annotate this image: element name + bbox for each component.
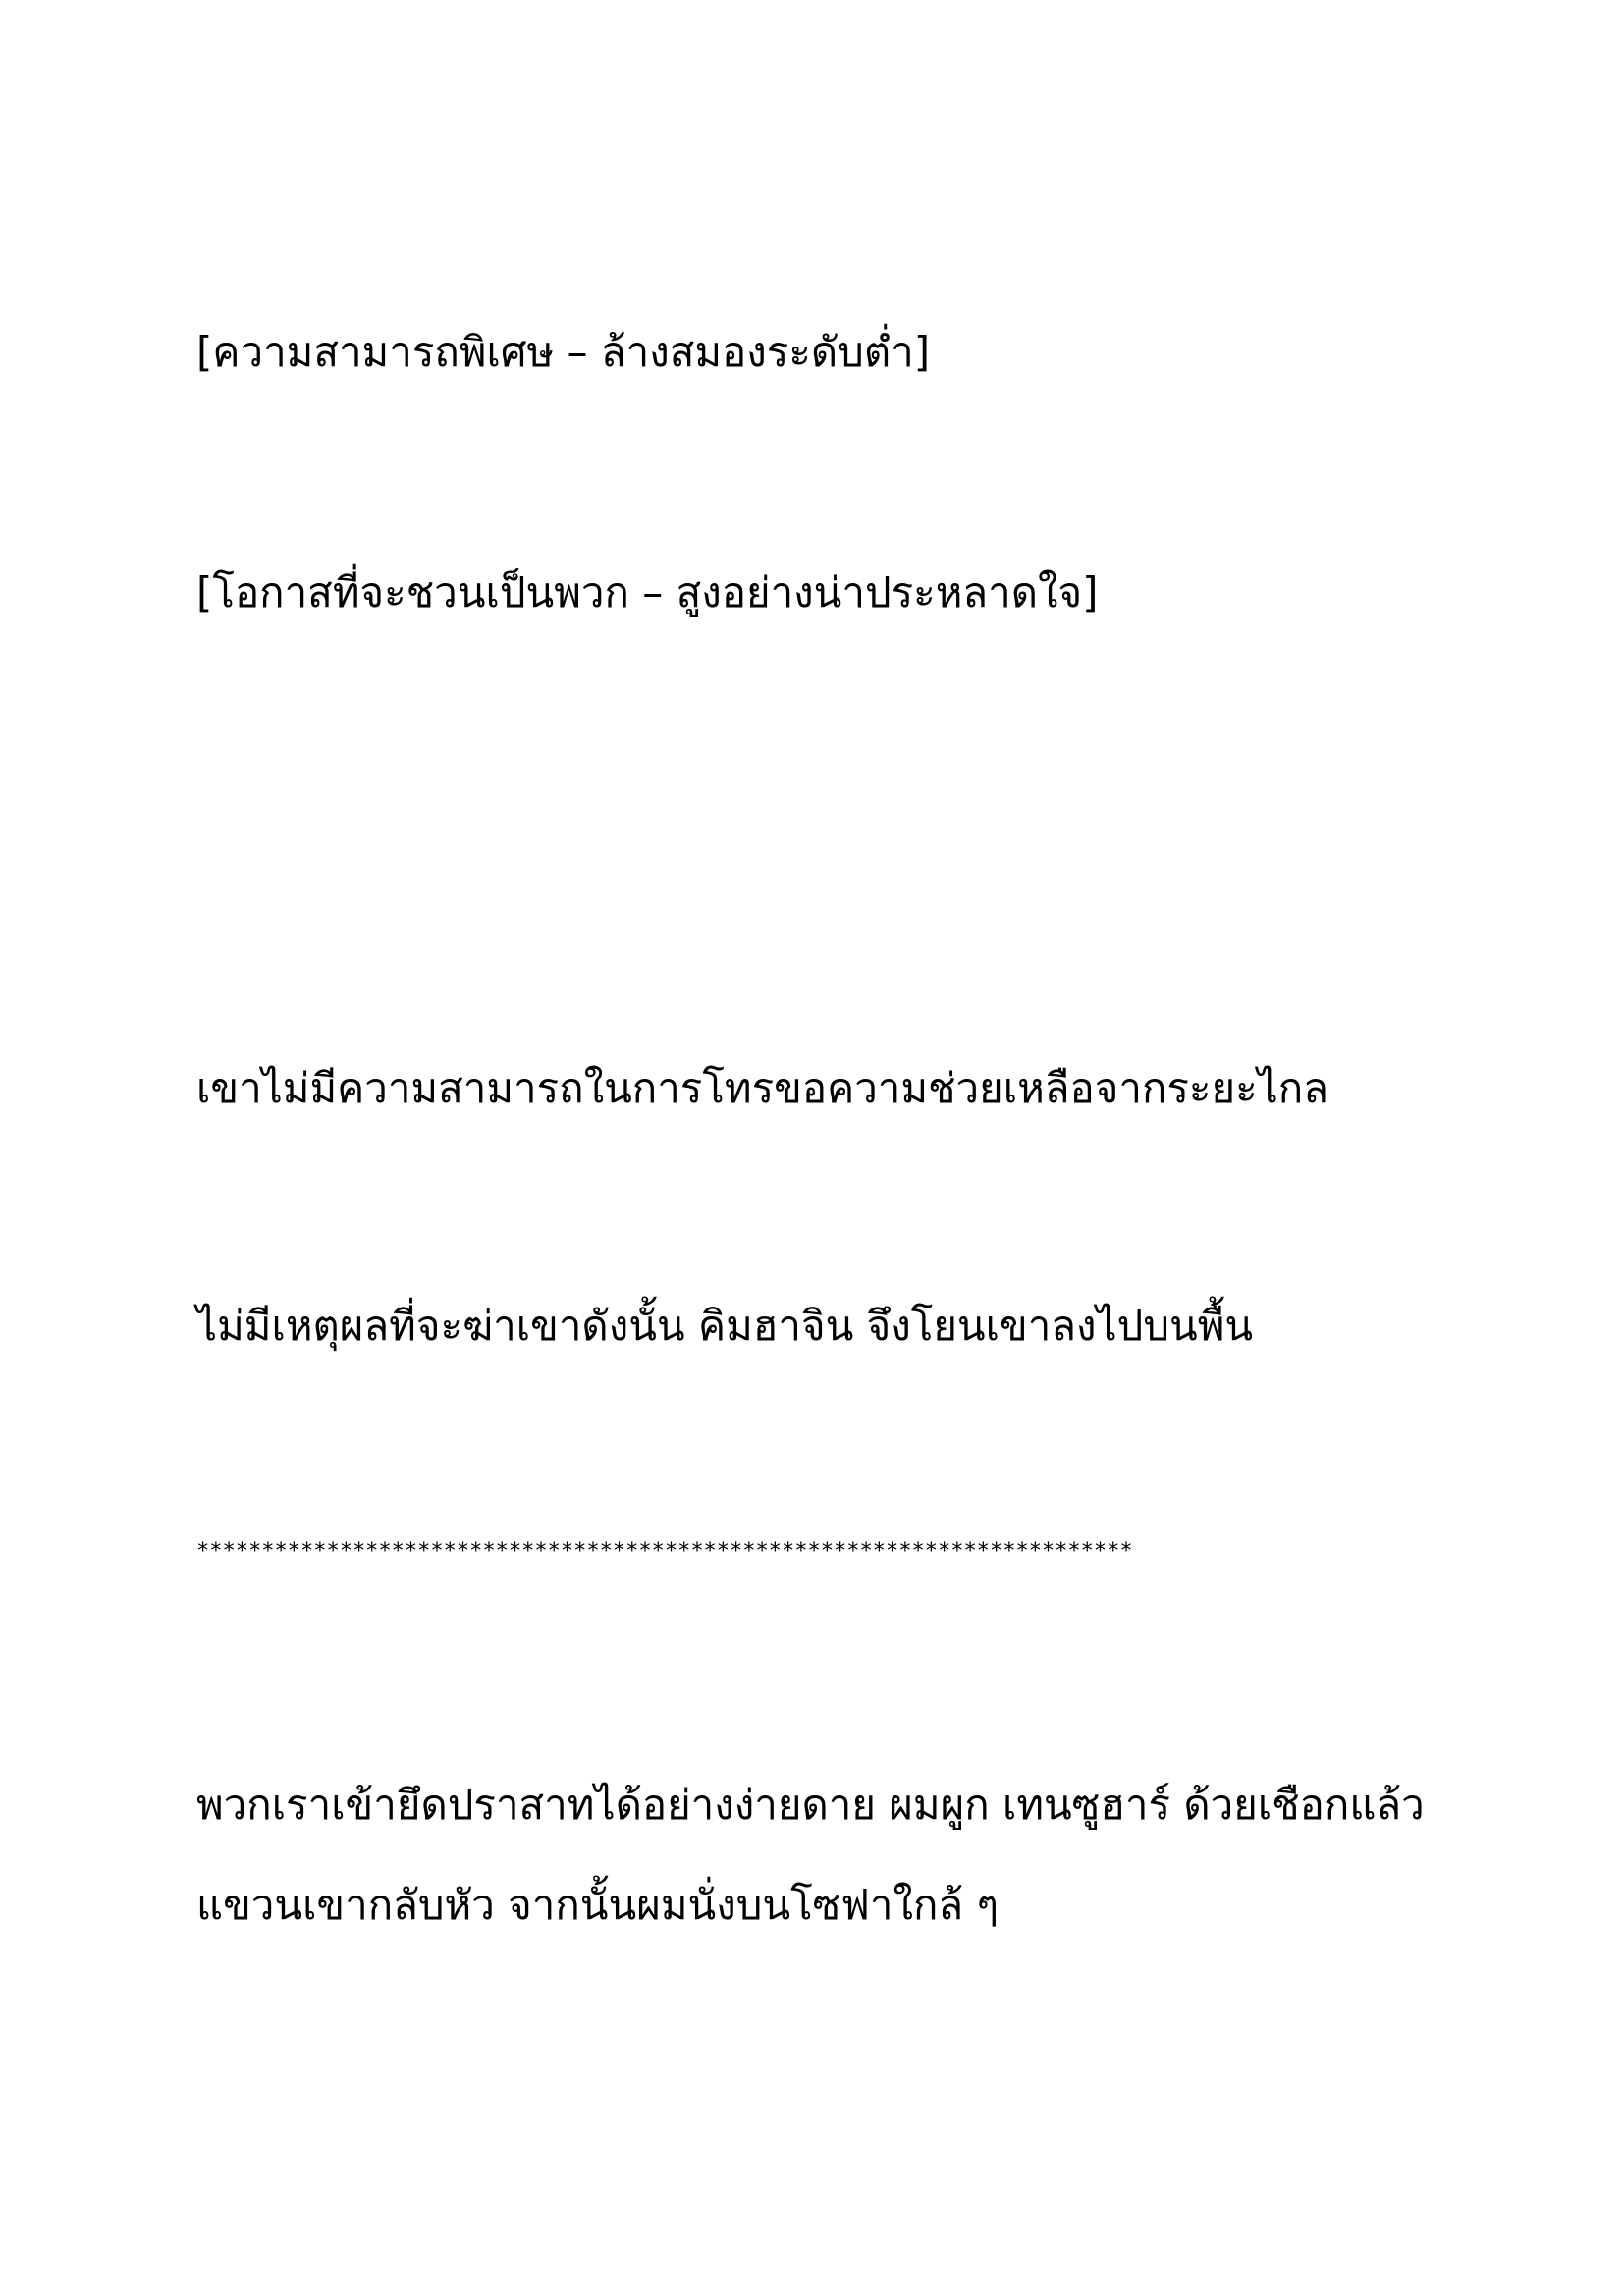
ability-status-line: [ความสามารถพิเศษ – ล้างสมองระดับต่ำ] — [196, 328, 931, 376]
paragraph-line: แขวนเขากลับหัว จากนั้นผมนั่งบนโซฟาใกล้ ๆ — [196, 1881, 1000, 1929]
paragraph-line: พวกเราเข้ายึดปราสาทได้อย่างง่ายดาย ผมผูก เทนซูฮาร์ ด้วยเชือกแล้ว — [196, 1781, 1425, 1829]
paragraph-line: ไม่มีเหตุผลที่จะฆ่าเขาดังนั้น คิมฮาจิน จึงโยนเขาลงไปบนพื้น — [196, 1302, 1254, 1350]
paragraph-line: เขาไม่มีความสามารถในการโทรขอความช่วยเหลือจากระยะไกล — [196, 1064, 1328, 1112]
recruit-chance-line: [โอกาสที่จะชวนเป็นพวก – สูงอย่างน่าประหลาดใจ] — [196, 568, 1099, 616]
scene-break-divider: ************************************************************************ — [196, 1539, 1133, 1564]
